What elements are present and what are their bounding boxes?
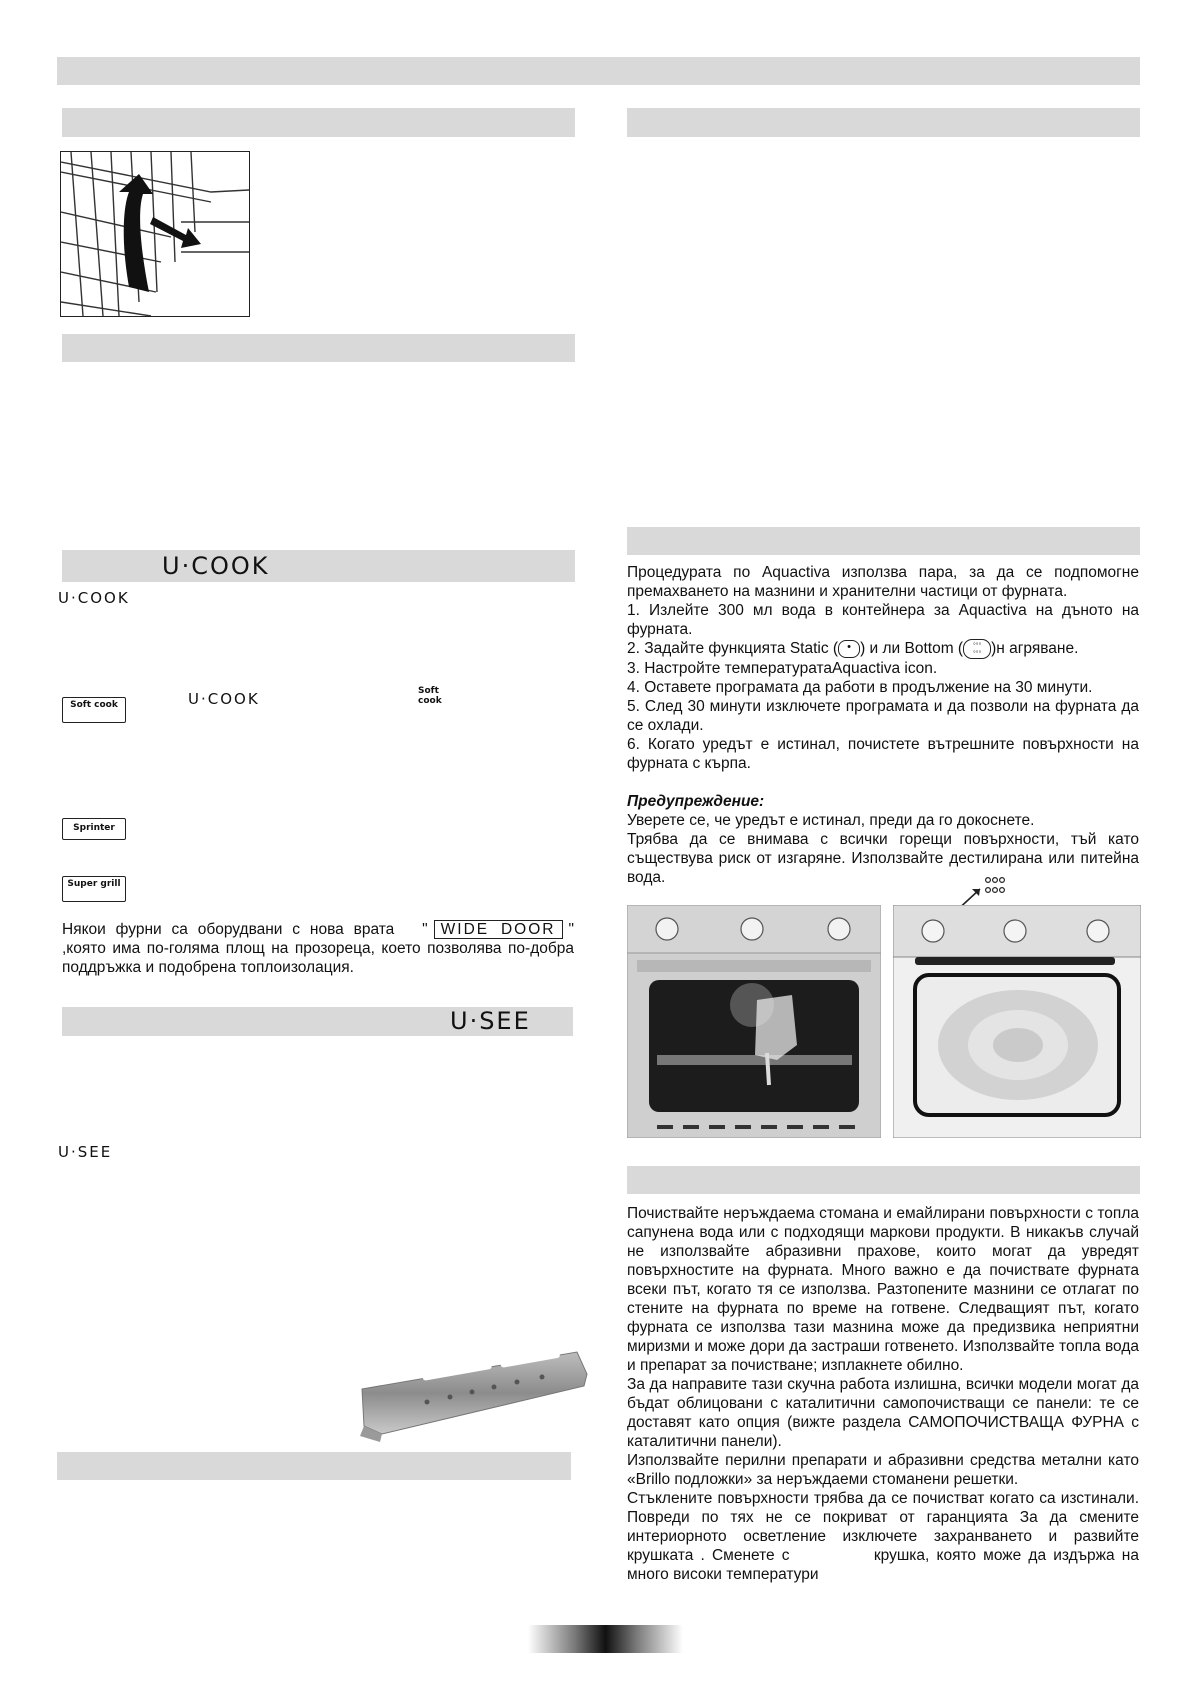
aquactiva-step-4: 4. Оставете програмата да работи в продължение на 30 минути. — [627, 679, 1093, 696]
supergrill-icon: Super grill — [62, 876, 126, 902]
usee-inline-logo: U·SEE — [58, 1143, 113, 1161]
aquactiva-step-5: 5. След 30 минути изключете програмата и да позволи на фурната да се охлади. — [627, 698, 1139, 734]
section-bar-cleaning — [627, 1166, 1140, 1194]
warning-line-1: Уверете се, че уредът е истинал, преди да го докоснете. — [627, 812, 1035, 829]
bottom-heat-drops-icon: ◦◦◦ ◦◦◦ — [963, 639, 991, 659]
section-bar-right-top — [627, 108, 1140, 137]
softcook-small-icon: Soft cook — [418, 686, 442, 706]
cleaning-p4-part-a: Стъклените повърхности трябва да се почистват когато са изстинали. Повреди по тях не се покриват от гаранцията За да смените интериорното осветление изключете захранването и развийте крушката . Сменете с — [627, 1490, 1139, 1564]
softcook-icon: Soft cook — [62, 697, 126, 723]
cleaning-paragraph-3: Използвайте перилни препарати и абразивни средства метални като «Brillo подложки» за неръждаеми стоманени решетки. — [627, 1452, 1139, 1488]
cleaning-paragraph-2: За да направите тази скучна работа излишна, всички модели могат да бъдат облицовани с каталитични самопочистващи се панели: те се доставят като опция (вижте раздела САМОПОЧИСТВАЩА ФУРНА с каталитични панели). — [627, 1376, 1139, 1450]
wide-door-paragraph: Някои фурни са оборудвани с нова врата " WIDE DOOR " ,която има по-голяма площ на прозореца, което позволява по-добра поддръжка и подобрена топлоизолация. — [62, 921, 575, 976]
oven-rail-illustration — [352, 1344, 592, 1444]
rack-removal-illustration — [60, 151, 250, 317]
ucook-title-logo: U·COOK — [162, 552, 270, 580]
aquactiva-text — [627, 563, 1139, 887]
usee-title-logo: U·SEE — [450, 1007, 531, 1035]
section-bar-ucook — [62, 550, 575, 582]
cleaning-p4-part-b: крушка, която може да издържа на много високи температури — [627, 1547, 1139, 1583]
aquactiva-step-2 — [627, 639, 1139, 659]
section-bar-bottom-left — [57, 1452, 571, 1480]
ucook-inline-logo: U·COOK — [58, 589, 130, 607]
step2-part-a: 2. Задайте функцията Static ( — [627, 640, 839, 658]
static-mode-icon: • — [838, 640, 860, 658]
sprinter-icon: Sprinter — [62, 818, 126, 840]
step2-part-b: ) и ли Bottom ( — [860, 640, 964, 658]
aquactiva-step-3: 3. Настройте температуратаAquactiva icon. — [627, 660, 938, 677]
ucook-softcook-logo: U·COOK — [188, 690, 260, 708]
section-bar-shelves — [62, 108, 575, 137]
wide-door-label: WIDE DOOR — [434, 920, 563, 939]
wide-door-text-before: Някои фурни са оборудвани с нова врата — [62, 921, 395, 938]
section-bar-2 — [62, 334, 575, 362]
warning-line-2: Трябва да се внимава с всички горещи повърхности, тъй като съществува риск от изгаряне. Използвайте дестилирана или питейна вода. — [627, 831, 1139, 886]
step2-part-c: )н агряване. — [991, 640, 1079, 658]
oven-photo-steam — [893, 905, 1141, 1138]
aquactiva-intro: Процедурата по Aquactiva използва пара, за да се подпомогне премахването на мазнини и хранителни частици от фурната. — [627, 564, 1139, 600]
aquactiva-step-6: 6. Когато уредът е истинал, почистете вътрешните повърхности на фурната с кърпа. — [627, 736, 1139, 772]
cleaning-paragraph-1: Почиствайте неръждаема стомана и емайлирани повърхности с топла сапунена вода или с подходящи маркови продукти. В никакъв случай не използвайте абразивни прахове, които могат да увредят повърхностите на фурната. Много важно е да почиствате фурната всеки път, когато тя се използва. Разтопените мазнини се отлагат по стените на фурната по време на готвене. Следващият път, когато фурната се използва тази мазнина може да предизвика неприятни миризми и може дори да застраши готвенето. Използвайте топла вода и препарат за почистване; изплакнете обилно. — [627, 1205, 1139, 1374]
section-bar-aquactiva — [627, 527, 1140, 555]
oven-photo-pouring-water — [627, 905, 881, 1138]
warning-title: Предупреждение: — [627, 793, 765, 810]
page-header-bar — [57, 57, 1140, 85]
wide-door-text-after: ,която има по-голяма площ на прозореца, което позволява по-добра поддръжка и подобрена топлоизолация. — [62, 940, 574, 976]
cleaning-paragraph-4 — [627, 1489, 1139, 1584]
aquactiva-step-1: 1. Излейте 300 мл вода в контейнера за Aquactiva на дъното на фурната. — [627, 602, 1139, 638]
page-number-tab — [528, 1625, 683, 1653]
cleaning-text — [627, 1204, 1139, 1584]
